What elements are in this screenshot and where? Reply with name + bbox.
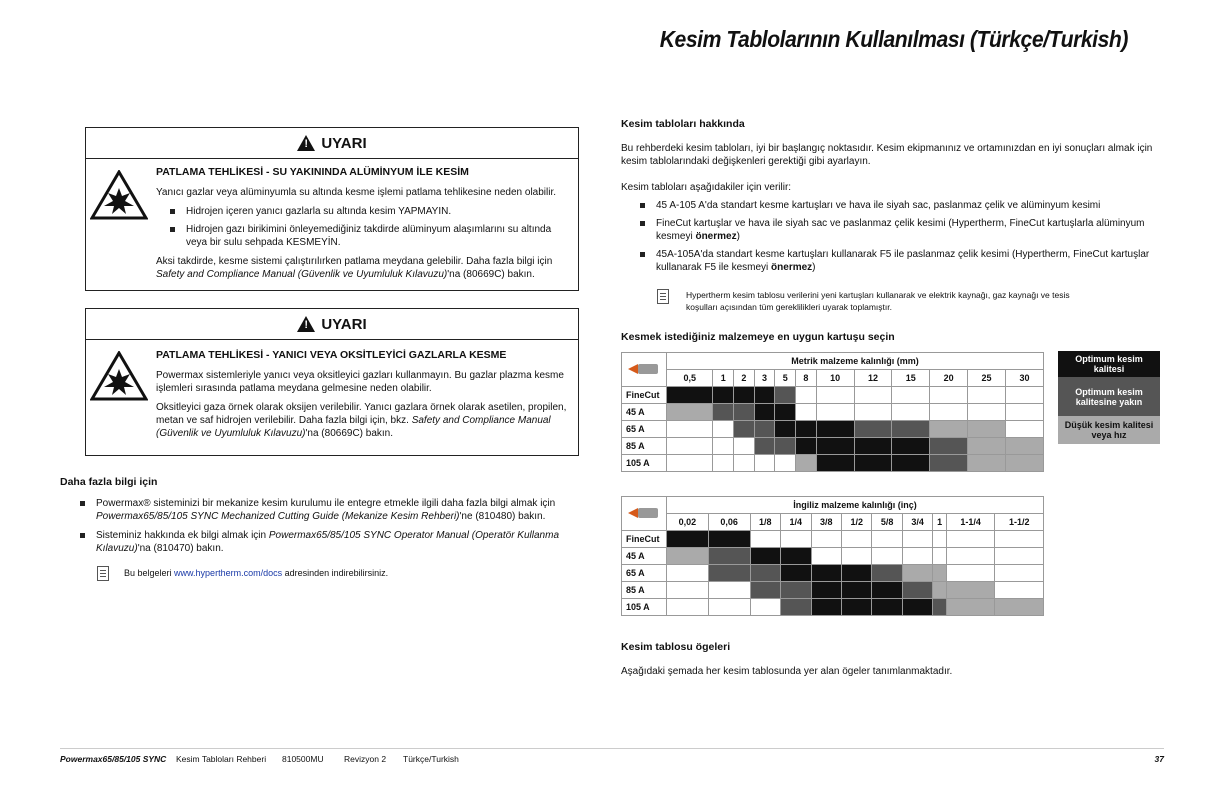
quality-cell	[930, 387, 968, 404]
elements-text: Aşağıdaki şemada her kesim tablosunda yer alan ögeler tanımlanmaktadır.	[621, 666, 953, 677]
quality-cell	[816, 421, 854, 438]
quality-cell	[667, 531, 709, 548]
quality-cell	[933, 565, 947, 582]
thickness-header: 12	[854, 370, 892, 387]
about-note: Hypertherm kesim tablosu verilerini yeni kartuşları kullanarak ve elektrik kaynağı, gaz kaynağı ve tesis koşulları açısından tüm gereklilikleri uyarak toplamıştır.	[686, 290, 1070, 312]
quality-cell	[750, 548, 780, 565]
cartridge-label: 85 A	[622, 582, 667, 599]
thickness-header: 1-1/2	[995, 514, 1044, 531]
quality-cell	[816, 387, 854, 404]
about-bullet: 45 A-105 A'da standart kesme kartuşları ve hava ile siyah sac, paslanmaz çelik ve alüminyum kesimi	[636, 199, 1166, 212]
thickness-header: 3/4	[902, 514, 932, 531]
quality-cell	[667, 548, 709, 565]
metric-cut-table	[621, 352, 1044, 472]
quality-cell	[933, 599, 947, 616]
quality-cell	[754, 404, 775, 421]
quality-cell	[750, 565, 780, 582]
table-caption: Metrik malzeme kalınlığı (mm)	[667, 353, 1044, 370]
about-paragraph: Bu rehberdeki kesim tabloları, iyi bir başlangıç noktasıdır. Kesim ekipmanınız ve ortamınızdan en iyi sonuçları almak için kesim tablolarındaki değişkenleri gerektiği gibi ayarlayın.	[621, 143, 1153, 167]
warning-title: PATLAMA TEHLİKESİ - YANICI VEYA OKSİTLEYİCİ GAZLARLA KESME	[156, 349, 507, 361]
quality-cell	[995, 531, 1044, 548]
quality-cell	[930, 455, 968, 472]
table-row	[622, 404, 1044, 421]
quality-cell	[1005, 421, 1043, 438]
thickness-header: 1	[933, 514, 947, 531]
quality-cell	[734, 455, 755, 472]
quality-cell	[708, 565, 750, 582]
about-bullet: 45A-105A'da standart kesme kartuşları kullanarak F5 ile paslanmaz çelik kesimi (Hypertherm, FineCut kartuşlar kullanarak F5 ile kesmeyi önermez)	[636, 248, 1166, 274]
elements-heading: Kesim tablosu ögeleri	[621, 641, 731, 653]
thickness-header: 1/4	[781, 514, 811, 531]
quality-cell	[854, 455, 892, 472]
thickness-header: 30	[1005, 370, 1043, 387]
quality-cell	[667, 599, 709, 616]
quality-cell	[811, 531, 841, 548]
quality-cell	[841, 582, 871, 599]
legend-low-quality: Düşük kesim kalitesi veya hız	[1058, 416, 1160, 444]
warning-intro: Yanıcı gazlar veya alüminyumla su altında kesme işlemi patlama tehlikesine neden olabilir.	[156, 187, 557, 198]
thickness-header: 3/8	[811, 514, 841, 531]
quality-cell	[667, 565, 709, 582]
warning-label: UYARI	[321, 134, 367, 152]
footer-product: Powermax65/85/105 SYNC	[60, 754, 167, 764]
quality-cell	[781, 548, 811, 565]
quality-cell	[713, 421, 734, 438]
quality-cell	[708, 531, 750, 548]
cartridge-label: 65 A	[622, 565, 667, 582]
note-icon	[97, 566, 109, 581]
explosion-hazard-icon	[90, 170, 148, 220]
cartridge-label: 105 A	[622, 455, 667, 472]
quality-cell	[946, 599, 995, 616]
thickness-header: 0,06	[708, 514, 750, 531]
thickness-header: 25	[968, 370, 1006, 387]
quality-cell	[902, 582, 932, 599]
table-row	[622, 438, 1044, 455]
thickness-header: 3	[754, 370, 775, 387]
quality-cell	[872, 599, 902, 616]
warning-icon	[297, 135, 315, 151]
quality-cell	[946, 548, 995, 565]
quality-cell	[796, 404, 817, 421]
footer-doc: 810500MU	[282, 754, 324, 764]
quality-cell	[841, 531, 871, 548]
warning-icon	[297, 316, 315, 332]
quality-cell	[754, 387, 775, 404]
warning-label: UYARI	[321, 315, 367, 333]
quality-cell	[933, 582, 947, 599]
thickness-header: 5	[775, 370, 796, 387]
quality-cell	[667, 455, 713, 472]
warning-paragraph: Powermax sistemleriyle yanıcı veya oksitleyici gazları kullanmayın. Bu gazlar plazma kesme işlemleri sırasında patlama meydana gelmesine neden olabilir.	[156, 370, 564, 394]
quality-cell	[946, 582, 995, 599]
quality-cell	[734, 421, 755, 438]
quality-cell	[995, 582, 1044, 599]
quality-cell	[946, 565, 995, 582]
quality-cell	[796, 387, 817, 404]
footer-page: 37	[1154, 754, 1164, 764]
quality-cell	[775, 455, 796, 472]
cartridge-label: 65 A	[622, 421, 667, 438]
table-row	[622, 455, 1044, 472]
consumable-icon	[622, 497, 667, 531]
quality-cell	[854, 438, 892, 455]
quality-cell	[734, 438, 755, 455]
quality-cell	[892, 455, 930, 472]
quality-cell	[708, 599, 750, 616]
warning-header	[86, 309, 578, 340]
docs-note: Bu belgeleri www.hypertherm.com/docs adresinden indirebilirsiniz.	[124, 568, 389, 578]
quality-cell	[968, 455, 1006, 472]
warning-box-aluminum	[85, 127, 579, 291]
thickness-header: 1	[713, 370, 734, 387]
thickness-header: 1/8	[750, 514, 780, 531]
quality-cell	[1005, 387, 1043, 404]
quality-cell	[946, 531, 995, 548]
quality-cell	[781, 599, 811, 616]
quality-cell	[902, 599, 932, 616]
quality-cell	[1005, 438, 1043, 455]
thickness-header: 0,5	[667, 370, 713, 387]
explosion-hazard-icon	[90, 351, 148, 401]
quality-cell	[781, 531, 811, 548]
thickness-header: 0,02	[667, 514, 709, 531]
more-info-bullet: Powermax® sisteminizi bir mekanize kesim kurulumu ile entegre etmekle ilgili daha fazla bilgi almak için Powermax65/85/105 SYNC Mechanized Cutting Guide (Mekanize Kesim Rehberi)'ne (810480) bakın.	[76, 497, 586, 523]
thickness-header: 5/8	[872, 514, 902, 531]
footer-rev: Revizyon 2	[344, 754, 387, 764]
warning-paragraph: Oksitleyici gaza örnek olarak oksijen verilebilir. Yanıcı gazlara örnek olarak asetilen, propilen, metan ve saf hidrojen verilebilir. Daha fazla bilgi için, bkz. Safety and Compliance Manual (Güvenlik ve Uyumluluk Kılavuzu)'na (80669C) bakın.	[156, 402, 567, 439]
quality-legend	[1058, 351, 1160, 444]
thickness-header: 2	[734, 370, 755, 387]
more-info-bullet: Sisteminiz hakkında ek bilgi almak için Powermax65/85/105 SYNC Operator Manual (Operatör Kullanma Kılavuzu)'na (810470) bakın.	[76, 529, 586, 555]
quality-cell	[750, 599, 780, 616]
quality-cell	[933, 531, 947, 548]
warning-bullet: Hidrojen gazı birikimini önleyemediğiniz takdirde alüminyum alaşımlarını su altında veya bir sulu sehpada KESMEYİN.	[166, 223, 572, 249]
table-row	[622, 565, 1044, 582]
quality-cell	[781, 565, 811, 582]
legend-optimum: Optimum kesim kalitesi	[1058, 351, 1160, 377]
cartridge-label: 45 A	[622, 548, 667, 565]
quality-cell	[816, 455, 854, 472]
quality-cell	[796, 455, 817, 472]
quality-cell	[750, 582, 780, 599]
quality-cell	[892, 421, 930, 438]
footer-lang: Türkçe/Turkish	[403, 754, 459, 764]
thickness-header: 1/2	[841, 514, 871, 531]
quality-cell	[713, 404, 734, 421]
quality-cell	[667, 404, 713, 421]
thickness-header: 1-1/4	[946, 514, 995, 531]
quality-cell	[872, 582, 902, 599]
quality-cell	[841, 565, 871, 582]
quality-cell	[713, 387, 734, 404]
quality-cell	[872, 548, 902, 565]
cartridge-label: 45 A	[622, 404, 667, 421]
quality-cell	[811, 599, 841, 616]
quality-cell	[854, 421, 892, 438]
quality-cell	[841, 599, 871, 616]
cartridge-label: 85 A	[622, 438, 667, 455]
quality-cell	[734, 404, 755, 421]
table-row	[622, 421, 1044, 438]
quality-cell	[930, 404, 968, 421]
warning-box-gases	[85, 308, 579, 456]
quality-cell	[667, 438, 713, 455]
quality-cell	[902, 531, 932, 548]
quality-cell	[995, 548, 1044, 565]
thickness-header: 8	[796, 370, 817, 387]
quality-cell	[902, 548, 932, 565]
quality-cell	[995, 565, 1044, 582]
quality-cell	[734, 387, 755, 404]
cartridge-label: FineCut	[622, 531, 667, 548]
quality-cell	[781, 582, 811, 599]
quality-cell	[713, 438, 734, 455]
quality-cell	[811, 582, 841, 599]
docs-link[interactable]: www.hypertherm.com/docs	[174, 568, 283, 578]
warning-title: PATLAMA TEHLİKESİ - SU YAKININDA ALÜMİNYUM İLE KESİM	[156, 166, 469, 178]
quality-cell	[775, 404, 796, 421]
quality-cell	[708, 548, 750, 565]
about-bullet: FineCut kartuşlar ve hava ile siyah sac ve paslanmaz çelik kesimi (Hypertherm, FineCut kartuşlarla alüminyum kesmeyi önermez)	[636, 217, 1166, 243]
quality-cell	[754, 455, 775, 472]
table-row	[622, 599, 1044, 616]
quality-cell	[854, 404, 892, 421]
thickness-header: 20	[930, 370, 968, 387]
quality-cell	[892, 404, 930, 421]
quality-cell	[667, 582, 709, 599]
quality-cell	[902, 565, 932, 582]
quality-cell	[811, 565, 841, 582]
quality-cell	[968, 421, 1006, 438]
quality-cell	[775, 421, 796, 438]
quality-cell	[754, 438, 775, 455]
warning-bullet: Hidrojen içeren yanıcı gazlarla su altında kesim YAPMAYIN.	[166, 205, 572, 218]
quality-cell	[933, 548, 947, 565]
quality-cell	[872, 531, 902, 548]
table-caption: İngiliz malzeme kalınlığı (inç)	[667, 497, 1044, 514]
quality-cell	[930, 438, 968, 455]
page-footer	[60, 748, 1164, 764]
footer-guide: Kesim Tabloları Rehberi	[176, 754, 267, 764]
quality-cell	[775, 438, 796, 455]
legend-near-optimum: Optimum kesim kalitesine yakın	[1058, 377, 1160, 416]
table-row	[622, 548, 1044, 565]
table-row	[622, 582, 1044, 599]
note-icon	[657, 289, 669, 304]
more-info-heading: Daha fazla bilgi için	[60, 476, 158, 488]
page-title: Kesim Tablolarının Kullanılması (Türkçe/Turkish)	[659, 26, 1128, 52]
quality-cell	[796, 421, 817, 438]
quality-cell	[995, 599, 1044, 616]
quality-cell	[816, 438, 854, 455]
table-row	[622, 387, 1044, 404]
about-paragraph: Kesim tabloları aşağıdakiler için verilir:	[621, 182, 792, 193]
quality-cell	[754, 421, 775, 438]
warning-note: Aksi takdirde, kesme sistemi çalıştırılırken patlama meydana gelebilir. Daha fazla bilgi için Safety and Compliance Manual (Güvenlik ve Uyumluluk Kılavuzu)'na (80669C) bakın.	[156, 256, 553, 280]
quality-cell	[968, 387, 1006, 404]
select-heading: Kesmek istediğiniz malzemeye en uygun kartuşu seçin	[621, 331, 895, 343]
quality-cell	[892, 438, 930, 455]
table-row	[622, 531, 1044, 548]
quality-cell	[667, 421, 713, 438]
quality-cell	[713, 455, 734, 472]
quality-cell	[930, 421, 968, 438]
quality-cell	[750, 531, 780, 548]
about-heading: Kesim tabloları hakkında	[621, 118, 745, 130]
consumable-icon	[622, 353, 667, 387]
quality-cell	[667, 387, 713, 404]
thickness-header: 10	[816, 370, 854, 387]
thickness-header: 15	[892, 370, 930, 387]
quality-cell	[796, 438, 817, 455]
cartridge-label: 105 A	[622, 599, 667, 616]
warning-header	[86, 128, 578, 159]
quality-cell	[968, 404, 1006, 421]
quality-cell	[841, 548, 871, 565]
quality-cell	[1005, 404, 1043, 421]
quality-cell	[872, 565, 902, 582]
quality-cell	[816, 404, 854, 421]
quality-cell	[775, 387, 796, 404]
imperial-cut-table	[621, 496, 1044, 616]
quality-cell	[854, 387, 892, 404]
quality-cell	[892, 387, 930, 404]
quality-cell	[708, 582, 750, 599]
quality-cell	[1005, 455, 1043, 472]
quality-cell	[968, 438, 1006, 455]
cartridge-label: FineCut	[622, 387, 667, 404]
quality-cell	[811, 548, 841, 565]
